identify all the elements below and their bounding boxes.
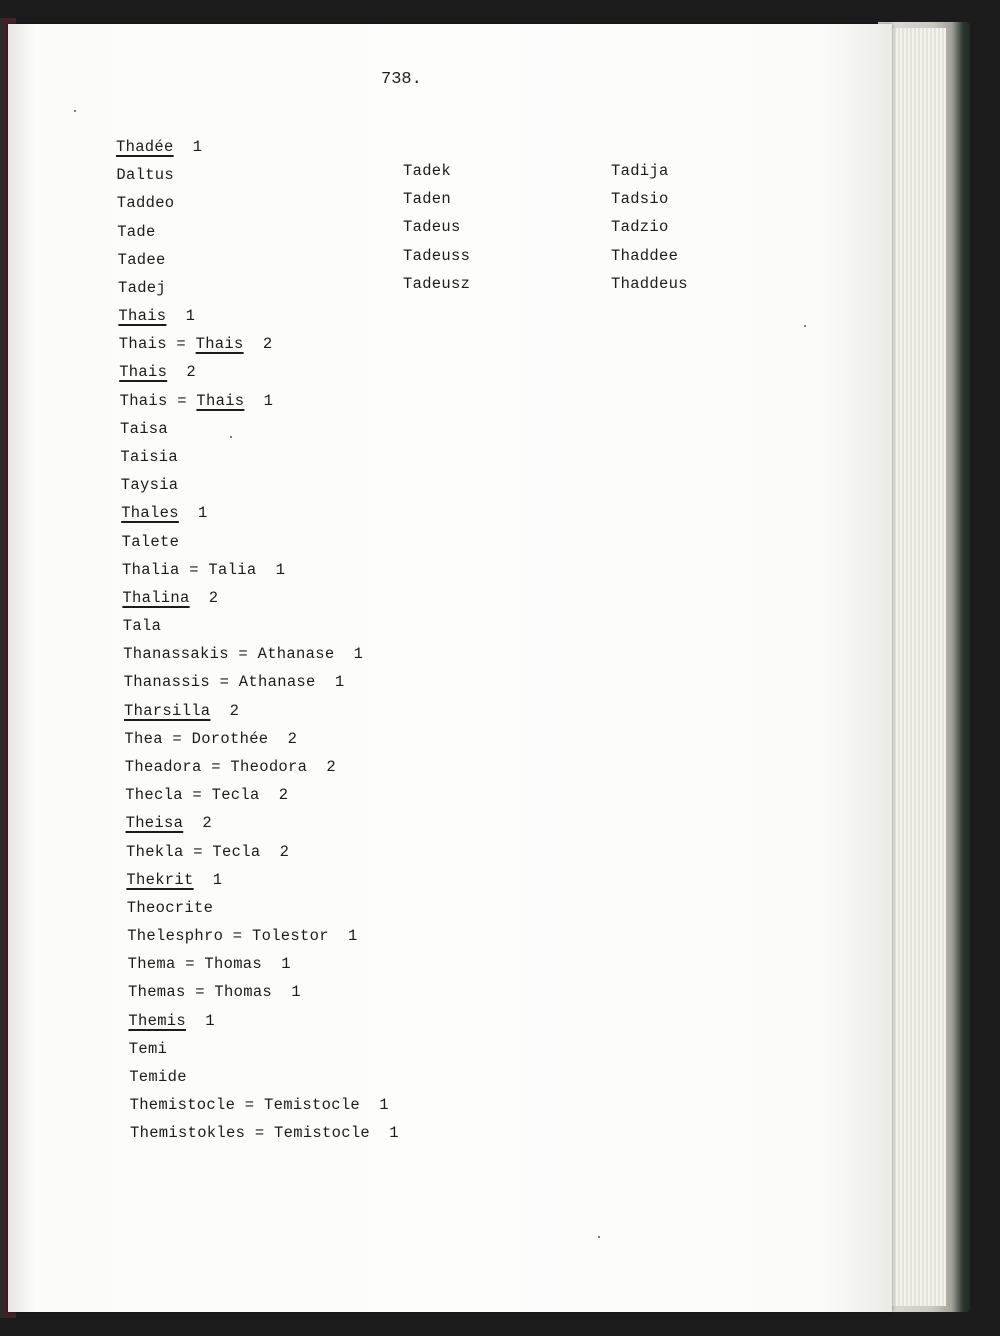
entry-text: Daltus <box>116 166 174 185</box>
name-entry <box>120 392 274 410</box>
entry-text: 2 <box>210 701 240 720</box>
entry-text: Taysia <box>120 476 179 495</box>
entry-text: 1 <box>173 138 203 156</box>
name-entry <box>119 363 196 381</box>
name-entry <box>129 1068 187 1086</box>
variant-name: Tadija <box>611 162 669 180</box>
name-entry <box>126 871 222 889</box>
entry-text: 1 <box>178 504 208 523</box>
variant-name: Tadsio <box>611 190 669 209</box>
headword-underlined: Themis <box>128 1011 186 1030</box>
name-entry <box>130 1096 389 1114</box>
name-entry <box>125 786 288 804</box>
entry-text: Thecla = Tecla 2 <box>125 786 289 805</box>
entry-text: Theocrite <box>126 898 214 917</box>
variant-name: Tadzio <box>611 218 669 237</box>
entry-text: Tadee <box>117 250 166 269</box>
headword-underlined: Thekrit <box>126 870 194 889</box>
entry-text: 1 <box>193 870 223 889</box>
entry-text: Temi <box>128 1039 168 1058</box>
entry-text: Taisia <box>120 447 178 466</box>
name-entry <box>127 899 213 917</box>
name-entry <box>130 1124 399 1142</box>
name-entry <box>122 589 218 607</box>
headword-underlined: Thadée <box>116 138 174 156</box>
name-entry <box>119 335 273 353</box>
variant-column-3 <box>611 162 688 303</box>
entry-text: 2 <box>183 814 213 833</box>
page-number: 738. <box>381 70 422 89</box>
entry-text: 1 <box>166 307 196 326</box>
name-entry <box>118 251 166 269</box>
entry-text: Themistocle = Temistocle 1 <box>129 1096 389 1115</box>
name-entry <box>128 955 291 973</box>
entry-text: 1 <box>186 1011 215 1030</box>
entry-text: Thanassis = Athanase 1 <box>123 673 345 692</box>
entry-text: Tade <box>117 222 156 241</box>
headword-underlined: Thais <box>195 335 244 354</box>
entry-text: Thais = <box>119 391 197 410</box>
name-entry <box>127 927 357 945</box>
entry-text: Taddeo <box>116 194 175 213</box>
name-entry <box>124 673 345 691</box>
name-entry <box>121 504 207 522</box>
headword-underlined: Tharsilla <box>124 701 211 720</box>
paper-speck <box>804 325 806 327</box>
entry-text: Thekla = Tecla 2 <box>126 842 290 861</box>
entry-text: 2 <box>167 363 197 382</box>
headword-underlined: Thais <box>196 391 245 410</box>
name-entry <box>120 448 178 466</box>
name-entry <box>125 758 336 776</box>
name-entry <box>128 1012 214 1030</box>
entry-text: Themistokles = Temistocle 1 <box>130 1124 399 1143</box>
name-entry <box>117 223 155 241</box>
entry-text: Taisa <box>120 419 169 438</box>
entry-text: Thalia = Talia 1 <box>122 560 286 579</box>
name-entry <box>116 166 174 184</box>
entry-text: Thais = <box>118 335 196 354</box>
entry-text: Talete <box>121 532 180 551</box>
entry-text: Tadej <box>118 278 167 297</box>
paper-speck <box>230 436 232 438</box>
name-entry <box>123 617 161 635</box>
variant-name: Tadek <box>403 162 452 180</box>
headword-underlined: Thais <box>118 307 167 326</box>
entry-text: Thanassakis = Athanase 1 <box>123 645 364 664</box>
name-entry <box>126 814 212 832</box>
headword-underlined: Theisa <box>125 814 184 833</box>
name-entry <box>120 420 168 438</box>
name-entry <box>118 279 166 297</box>
name-entry <box>129 1040 167 1058</box>
name-entry <box>122 533 180 551</box>
name-entry <box>123 645 363 663</box>
name-entry <box>124 702 239 720</box>
entry-text: Thea = Dorothée 2 <box>124 729 298 748</box>
headword-underlined: Thalina <box>122 588 190 607</box>
entry-text: 1 <box>244 391 274 410</box>
name-entry <box>121 476 179 494</box>
variant-column-2 <box>403 162 470 303</box>
name-entry <box>117 194 175 212</box>
entry-text: Tala <box>122 617 162 636</box>
headword-underlined: Thales <box>121 504 179 523</box>
headword-underlined: Thais <box>119 363 168 382</box>
entry-text: Theadora = Theodora 2 <box>124 757 337 776</box>
entry-text: Themas = Thomas 1 <box>128 983 301 1002</box>
entry-text: 2 <box>243 335 273 354</box>
entry-text: Temide <box>129 1067 187 1086</box>
paper-speck <box>74 110 76 112</box>
variant-name: Thaddee <box>611 246 679 265</box>
name-entry <box>116 138 202 156</box>
entry-text: 2 <box>189 588 219 607</box>
variant-name: Tadeusz <box>403 274 471 293</box>
name-entry <box>128 983 301 1001</box>
paper-speck <box>598 1236 600 1238</box>
name-entry <box>126 843 289 861</box>
variant-name: Thaddeus <box>611 274 688 293</box>
variant-name: Tadeuss <box>403 246 471 265</box>
name-entry <box>122 561 285 579</box>
entry-text: Thema = Thomas 1 <box>127 955 291 974</box>
variant-name: Tadeus <box>403 218 461 237</box>
name-entry <box>118 307 195 325</box>
variant-name: Taden <box>403 190 452 209</box>
entry-text: Thelesphro = Tolestor 1 <box>127 927 358 946</box>
name-entry <box>124 730 297 748</box>
